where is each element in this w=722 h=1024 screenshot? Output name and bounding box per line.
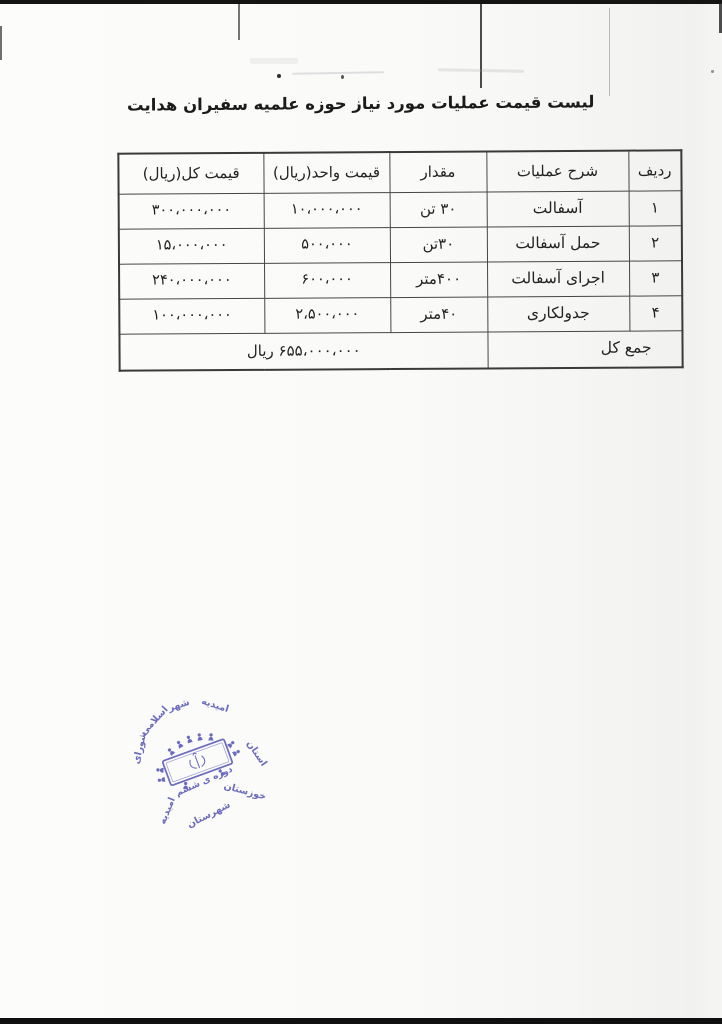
cell-description: حمل آسفالت — [487, 226, 629, 262]
header-total-price: قیمت کل(ریال) — [118, 153, 263, 194]
cell-total-price: ۲۴۰،۰۰۰،۰۰۰ — [119, 263, 264, 299]
table-row — [119, 225, 682, 263]
scan-edge-left-mark — [0, 26, 2, 60]
cell-quantity: ۳۰ تن — [390, 191, 487, 227]
scan-artifact-tick — [238, 4, 240, 40]
table-header-row — [118, 150, 681, 193]
header-description: شرح عملیات — [486, 151, 628, 192]
ink-speck — [341, 75, 344, 79]
price-table — [117, 149, 683, 371]
ink-speck — [711, 70, 714, 73]
header-unit-price: قیمت واحد(ریال) — [263, 152, 389, 193]
cell-total-price: ۳۰۰،۰۰۰،۰۰۰ — [119, 193, 264, 229]
cell-row-no: ۱ — [629, 190, 682, 225]
cell-unit-price: ۵۰۰،۰۰۰ — [264, 227, 390, 263]
total-value: ۶۵۵،۰۰۰،۰۰۰ ریال — [119, 331, 487, 370]
stamp-bottom-word: استان — [243, 738, 270, 769]
header-row-no: ردیف — [628, 150, 681, 190]
bleedthrough-smudge — [250, 58, 298, 64]
stamp-bottom-word: امیدیه — [157, 795, 178, 827]
cell-unit-price: ۶۰۰،۰۰۰ — [264, 262, 390, 298]
stamp-top-word: اسلامی — [138, 704, 171, 738]
scan-edge-bottom — [0, 1018, 722, 1024]
scan-artifact-line — [609, 8, 610, 96]
cell-row-no: ۳ — [629, 260, 682, 295]
cell-total-price: ۱۵،۰۰۰،۰۰۰ — [119, 228, 264, 264]
stamp-bottom-word: شهرستان — [185, 799, 233, 831]
cell-description: اجرای آسفالت — [487, 261, 629, 297]
cell-quantity: ۳۰تن — [390, 226, 487, 262]
table-row — [119, 295, 682, 333]
cell-unit-price: ۱۰،۰۰۰،۰۰۰ — [264, 192, 390, 228]
council-stamp — [120, 682, 274, 836]
stamp-period-text: دوره ی ششم — [174, 764, 235, 799]
bleedthrough-smudge — [292, 71, 384, 75]
stamp-bottom-word: خوزستان — [222, 780, 268, 803]
stamp-top-word: شورای — [131, 730, 150, 766]
scan-artifact-tick — [480, 4, 482, 88]
total-label: جمع کل — [487, 330, 682, 368]
ink-speck — [277, 74, 281, 78]
table-row — [119, 190, 682, 228]
cell-row-no: ۲ — [629, 225, 682, 260]
cell-description: آسفالت — [487, 191, 629, 227]
table-row — [119, 260, 682, 298]
cell-total-price: ۱۰۰،۰۰۰،۰۰۰ — [119, 298, 264, 334]
stamp-body — [120, 682, 274, 836]
cell-unit-price: ۲،۵۰۰،۰۰۰ — [264, 297, 390, 333]
cell-quantity: ۴۰۰متر — [390, 261, 487, 297]
page-title: لیست قیمت عملیات مورد نیاز حوزه علمیه سفیران هدایت — [126, 92, 595, 115]
cell-quantity: ۴۰متر — [390, 296, 487, 332]
header-quantity: مقدار — [389, 151, 486, 192]
stamp-top-word: امیدیه — [199, 695, 231, 716]
cell-row-no: ۴ — [629, 295, 682, 330]
scan-edge-top — [0, 0, 722, 4]
table-total-row — [119, 330, 682, 370]
iran-emblem-icon — [187, 750, 206, 770]
stamp-top-word: شهر — [166, 696, 192, 715]
cell-description: جدولکاری — [487, 296, 629, 332]
